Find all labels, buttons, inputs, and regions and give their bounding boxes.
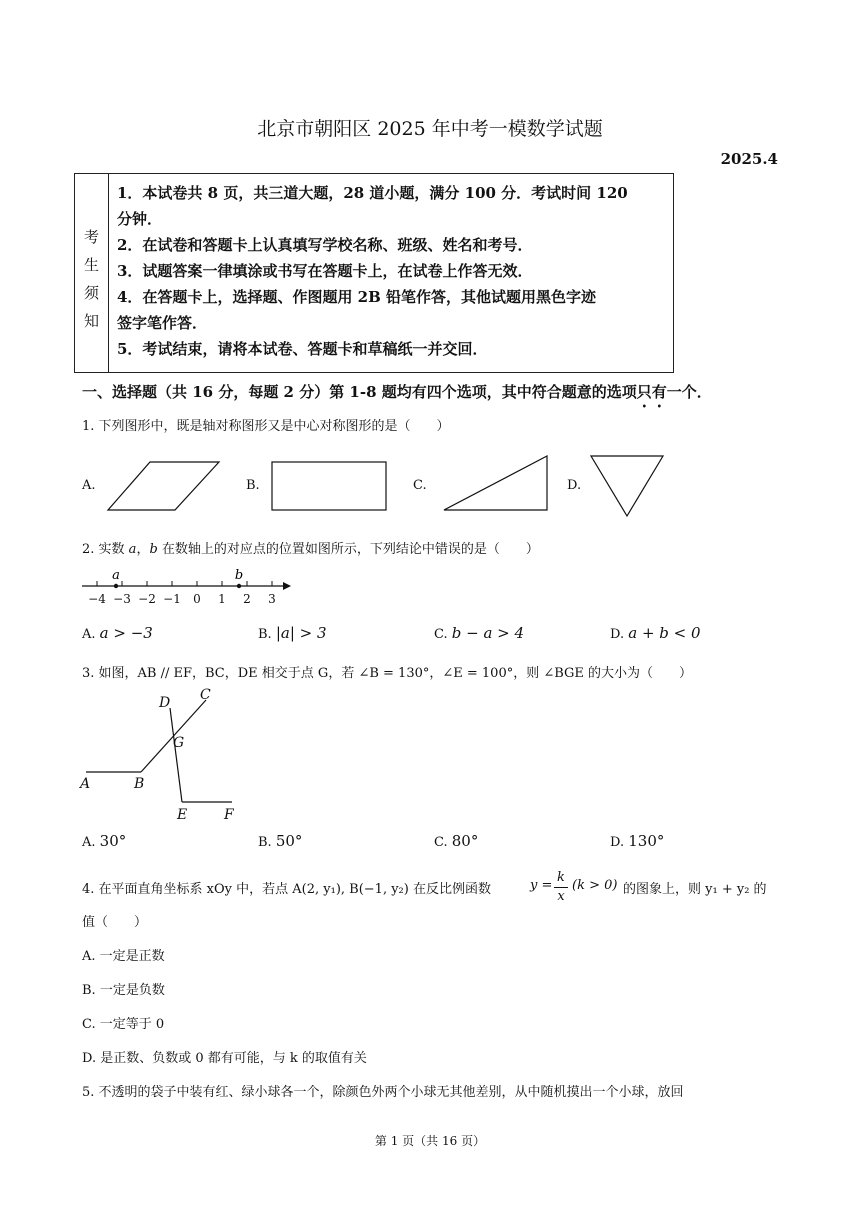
option-text: 130° [628,832,665,850]
notice-line: 4．在答题卡上，选择题、作图题用 2B 铅笔作答，其他试题用黑色字迹 [117,288,596,306]
question-5-stem: 5. 不透明的袋子中装有红、绿小球各一个，除颜色外两个小球无其他差别，从中随机摸出一个小球，放回 [82,1085,684,1100]
fraction-bar [554,887,568,888]
point-b-label: b [234,568,244,583]
option-label: A. [82,835,96,850]
q4-option-b: B. 一定是负数 [82,983,165,998]
q1-option-c-label: C. [413,478,427,493]
notice-line: 2．在试卷和答题卡上认真填写学校名称、班级、姓名和考号． [117,236,533,254]
point-a-dot [114,584,118,588]
notice-line: 签字笔作答． [117,314,208,332]
point-b-dot [237,584,241,588]
number-line [78,566,298,608]
q4-func-condition: (k > 0) [572,878,618,893]
q4-stem-part-1: 4. 在平面直角坐标系 xOy 中，若点 A(2, y₁), B(−1, y₂) 在反比例函数 [82,882,491,897]
section-prefix: 一、选择题（共 16 分，每题 2 分）第 1-8 题均有四个选项，其中符合题意的选项 [82,383,637,401]
point-label: A [80,776,91,792]
tick-label: 1 [218,592,226,606]
option-text: 80° [451,832,479,850]
right-triangle-shape [444,456,547,510]
side-char: 须 [83,284,99,302]
q3-geometry-figure [78,686,258,826]
notice-side-label [75,174,109,372]
q2-stem-rest: 在数轴上的对应点的位置如图所示，下列结论中错误的是（ ） [157,542,539,557]
tick-label: 2 [243,592,251,606]
side-char: 生 [83,256,99,274]
question-2-stem [82,538,539,557]
question-4-stem [82,870,782,906]
q4-stem-part-3: 值（ ） [82,915,148,930]
tick-label: 0 [193,592,201,606]
side-char: 考 [83,228,99,246]
rectangle-shape [272,462,386,510]
q1-option-b-label: B. [246,478,260,493]
point-label: E [177,807,188,823]
q4-func-numerator: k [557,870,565,885]
q2-var-b: b [149,542,158,557]
tick-label: −1 [163,592,181,606]
q4-option-a: A. 一定是正数 [82,949,165,964]
option-text: a + b < 0 [628,624,701,642]
side-char: 知 [83,312,99,330]
option-text: a > −3 [99,624,153,642]
exam-notice-box [74,173,674,373]
option-label: A. [82,627,96,642]
point-label: C [200,687,211,703]
question-3-stem: 3. 如图，AB // EF，BC，DE 相交于点 G，若 ∠B = 130°，∠E = 100°，则 ∠BGE 的大小为（ ） [82,666,693,681]
q4-func-denominator: x [557,889,565,904]
q4-func-y: y = [530,878,553,893]
page-title: 北京市朝阳区 2025 年中考一模数学试题 [257,118,603,140]
notice-line: 5．考试结束，请将本试卷、答题卡和草稿纸一并交回． [117,340,488,358]
tick-label: −4 [88,592,106,606]
q2-option-a [82,624,153,642]
q4-option-c: C. 一定等于 0 [82,1017,165,1032]
option-label: B. [258,627,272,642]
option-label: D. [610,627,625,642]
option-label: C. [434,627,448,642]
q2-option-c [434,624,524,642]
point-label: F [224,807,234,823]
q3-option-a [82,832,126,850]
inverted-triangle-shape [591,456,663,516]
point-label: G [173,735,185,751]
tick-label: −3 [113,592,131,606]
tick-label: 3 [268,592,276,606]
q2-option-d [610,624,701,642]
notice-lines [117,180,669,362]
option-text: 30° [99,832,127,850]
section-emphasis: 只有 [636,383,667,401]
section-suffix: 一个． [666,383,712,401]
notice-line: 1．本试卷共 8 页，共三道大题，28 道小题，满分 100 分．考试时间 120 [117,184,628,202]
segment-de [170,708,185,802]
page-footer: 第 1 页（共 16 页） [374,1134,486,1148]
exam-date: 2025.4 [720,150,778,168]
arrow-icon [283,582,291,590]
parallelogram-shape [108,462,219,510]
point-a-label: a [112,568,120,583]
q1-option-d-label: D. [567,478,582,493]
notice-line: 分钟． [117,210,163,228]
q3-option-b [258,832,302,850]
option-label: C. [434,835,448,850]
q2-option-b [258,624,327,642]
q3-option-c [434,832,478,850]
question-1-stem: 1. 下列图形中，既是轴对称图形又是中心对称图形的是（ ） [82,419,450,434]
q3-option-d [610,832,664,850]
option-text: |a| > 3 [275,624,327,642]
point-label: D [159,695,171,711]
q2-var-a: a [128,542,137,557]
q1-option-a-label: A. [82,478,96,493]
section-heading [82,381,712,411]
point-label: B [134,776,145,792]
q2-stem-number: 2. 实数 [82,542,129,557]
option-label: B. [258,835,272,850]
q1-figures [0,448,700,524]
option-label: D. [610,835,625,850]
option-text: 50° [275,832,303,850]
q4-option-d: D. 是正数、负数或 0 都有可能，与 k 的取值有关 [82,1051,367,1066]
q2-comma: ， [136,542,150,557]
option-text: b − a > 4 [451,624,525,642]
tick-label: −2 [138,592,156,606]
notice-line: 3．试题答案一律填涂或书写在答题卡上，在试卷上作答无效． [117,262,533,280]
q4-stem-part-2: 的图象上，则 y₁ + y₂ 的 [623,882,767,897]
